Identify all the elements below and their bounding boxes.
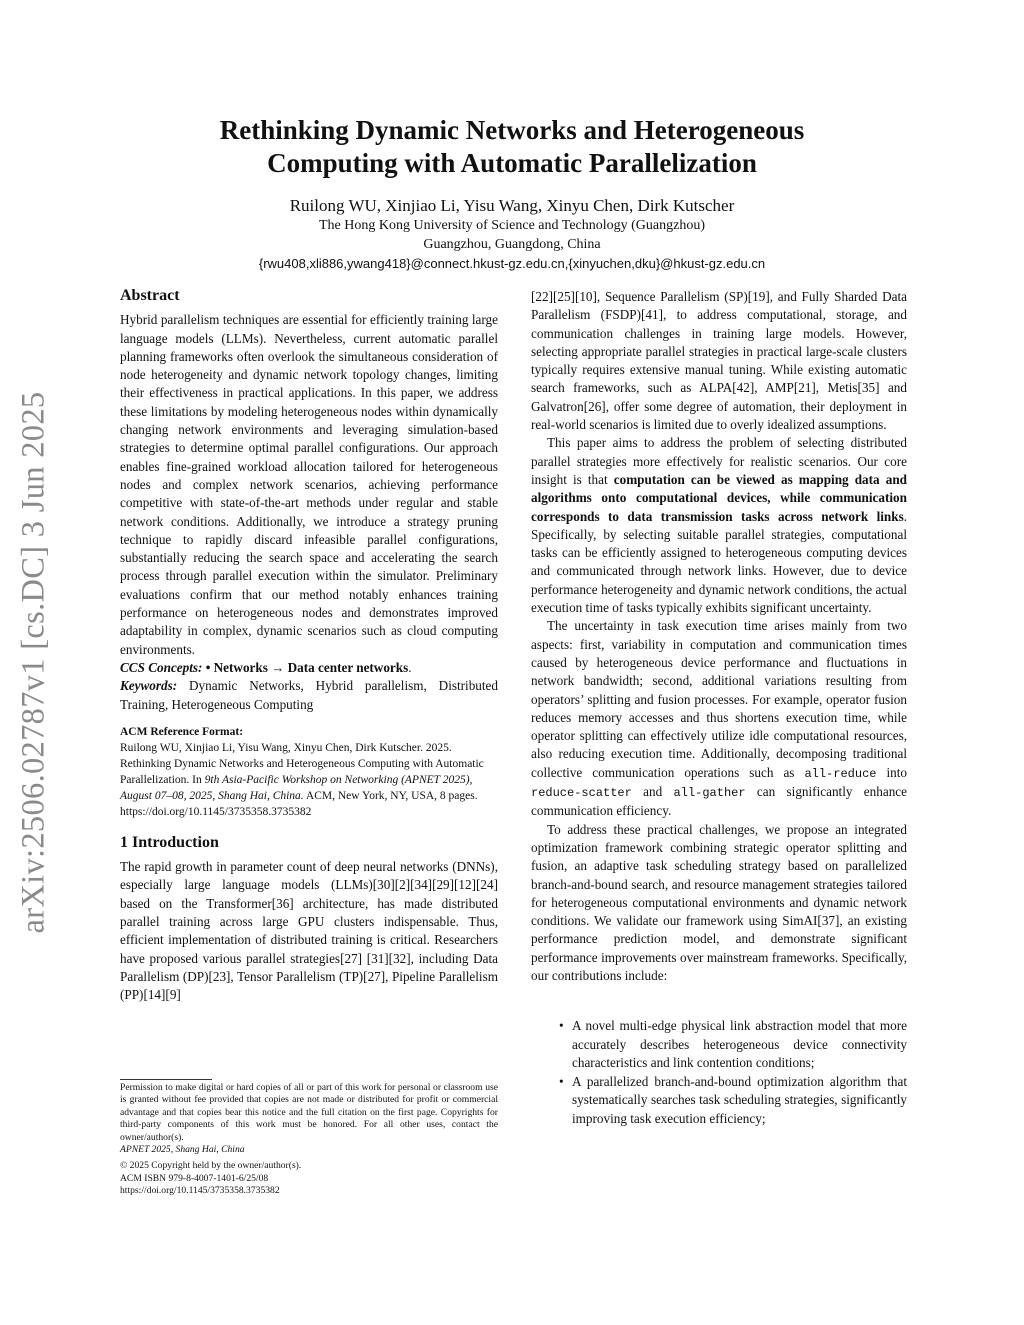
- code-all-gather: all-gather: [673, 786, 746, 801]
- code-all-reduce: all-reduce: [804, 766, 877, 781]
- p3-lead: The uncertainty in task execution time arises mainly from two aspects: first, variability in computation and communication times caused by heterogeneous device performance and fluctuations in network bandwidth; second, additional variations resulting from operators’ splitting and fusion processes. For example, operator fusion reduces memory accesses and thus shortens execution time, while operator splitting can effectively utilize idle computational resources, also reducing execution time. Additionally, decomposing traditional collective communication operations such as: [531, 618, 907, 780]
- copyright-footnote: [120, 1082, 498, 1198]
- intro-paragraph-4: To address these practical challenges, we propose an integrated optimization framework combining strategic operator splitting and fusion, an adaptive task scheduling strategy based on parallelized branch-and-bound search, and resource management strategies tailored for heterogeneous computational environments and dynamic network conditions. We validate our framework using SimAI[37], an existing performance prediction model, and demonstrate significant performance improvements over mainstream frameworks. Specifically, our contributions include:: [531, 821, 907, 983]
- author-emails: {rwu408,xli886,ywang418}@connect.hkust-gz.edu.cn,{xinyuchen,dku}@hkust-gz.edu.cn: [258, 256, 766, 271]
- keywords-label: Keywords:: [120, 678, 178, 694]
- abstract-heading: Abstract: [120, 287, 180, 304]
- intro-paragraph-1-left: The rapid growth in parameter count of deep neural networks (DNNs), especially large language models (LLMs)[30][2][34][29][12][24] based on the Transformer[36] architecture, has made distributed parallel training across large GPU clusters indispensable. Thus, efficient implementation of distributed training is critical. Researchers have proposed various parallel strategies[27] [31][32], including Data Parallelism (DP)[23], Tensor Parallelism (TP)[27], Pipeline Parallelism (PP)[14][9]: [120, 859, 498, 1003]
- ccs-label: CCS Concepts:: [120, 659, 203, 675]
- footnote-venue: [120, 1144, 498, 1156]
- abstract-text: Hybrid parallelism techniques are essential for efficiently training large language models (LLMs). Nevertheless, current automatic parallel planning frameworks often overlook the simultaneous consideration of node heterogeneity and dynamic network topology changes, limiting their effectiveness in practical applications. In this paper, we address these limitations by modeling heterogeneous nodes within dynamically changing network environments and leveraging simulation-based strategies to determine optimal parallel configurations. Our approach enables fine-grained workload allocation tailored for heterogeneous nodes and complex network scenarios, achieving performance competitive with state-of-the-art methods under regular and stable network conditions. Additionally, we introduce a strategy pruning technique to rapidly discard infeasible parallel configurations, substantially reducing the search space and accelerating the search process through parallel execution within the simulator. Preliminary evaluations confirm that our method notably enhances training performance on heterogeneous nodes and demonstrates improved adaptability in complex, dynamic scenarios such as cloud computing environments.: [120, 312, 498, 657]
- affiliation: The Hong Kong University of Science and Technology (Guangzhou): [319, 218, 705, 233]
- code-reduce-scatter: reduce-scatter: [531, 786, 632, 801]
- ccs-concepts: [120, 659, 498, 677]
- ccs-end: .: [408, 659, 412, 675]
- acm-reference-heading: ACM Reference Format:: [120, 725, 244, 738]
- acm-reference-format: [120, 724, 498, 820]
- introduction-heading: 1 Introduction: [120, 833, 219, 851]
- footnote-doi: https://doi.org/10.1145/3735358.3735382: [120, 1185, 280, 1197]
- footnote-divider: [120, 1079, 212, 1080]
- paper-title: [100, 114, 924, 180]
- acm-reference-part2: ACM, New York, NY, USA, 8 pages. https://doi.org/10.1145/3735358.3735382: [120, 789, 478, 818]
- right-column: [531, 288, 907, 1129]
- contributions-list: [531, 1017, 907, 1128]
- p2-rest: . Specifically, by selecting suitable parallel strategies, computational tasks can be efficiently assigned to heterogeneous computing devices and communicated through network links. However, due to device performance heterogeneity and dynamic network conditions, the actual execution time of tasks typically exhibits significant uncertainty.: [531, 508, 907, 616]
- left-column: [120, 283, 498, 1005]
- keywords-value: Dynamic Networks, Hybrid parallelism, Distributed Training, Heterogeneous Computing: [120, 678, 499, 712]
- title-line-2: Computing with Automatic Parallelization: [267, 148, 757, 178]
- intro-paragraph-1-right: [22][25][10], Sequence Parallelism (SP)[19], and Fully Sharded Data Parallelism (FSDP)[41], to address computational, storage, and communication challenges in training large models. However, selecting appropriate parallel strategies in practical large-scale clusters typically requires extensive manual tuning. While existing automatic search frameworks, such as ALPA[42], AMP[21], Metis[35] and Galvatron[26], offer some degree of automation, their deployment in real-world scenarios is limited due to overly idealized assumptions.: [531, 289, 907, 433]
- footnote-venue-text: APNET 2025, Shang Hai, China: [120, 1144, 245, 1156]
- acm-reference-venue: 9th Asia-Pacific Workshop on Networking (APNET 2025), August 07–08, 2025, Shang Hai, China.: [120, 773, 473, 802]
- p3-into: into: [876, 764, 907, 780]
- keywords: [120, 677, 498, 714]
- footnote-isbn: ACM ISBN 979-8-4007-1401-6/25/08: [120, 1172, 269, 1184]
- acm-reference-part1: Ruilong WU, Xinjiao Li, Yisu Wang, Xinyu Chen, Dirk Kutscher. 2025. Rethinking Dynamic Networks and Heterogeneous Computing with Automatic Parallelization. In: [120, 741, 484, 786]
- acm-reference-text: [120, 740, 498, 820]
- author-list: Ruilong WU, Xinjiao Li, Yisu Wang, Xinyu Chen, Dirk Kutscher: [289, 196, 735, 215]
- affiliation-location: Guangzhou, Guangdong, China: [423, 237, 601, 252]
- ccs-value: • Networks → Data center networks: [205, 659, 409, 675]
- footnote-copyright: © 2025 Copyright held by the owner/author(s).: [120, 1160, 302, 1172]
- list-item: • A novel multi-edge physical link abstraction model that more accurately describes heterogeneous device connectivity characteristics and link contention conditions;: [531, 1017, 907, 1072]
- permission-notice: Permission to make digital or hard copies of all or part of this work for personal or classroom use is granted without fee provided that copies are not made or distributed for profit or commercial advantage and that copies bear this notice and the full citation on the first page. Copyrights for third-party components of this work must be honored. For all other uses, contact the owner/author(s).: [120, 1082, 498, 1143]
- list-item: • A parallelized branch-and-bound optimization algorithm that systematically searches task scheduling strategies, significantly improving task execution efficiency;: [531, 1073, 907, 1128]
- intro-paragraph-2: [531, 434, 907, 617]
- p3-and: and: [631, 784, 674, 800]
- p3-end: can significantly enhance communication efficiency.: [531, 784, 907, 819]
- title-line-1: Rethinking Dynamic Networks and Heterogeneous: [219, 115, 805, 145]
- arxiv-id-text: arXiv:2506.02787v1 [cs.DC] 3 Jun 2025: [15, 391, 52, 934]
- intro-paragraph-3: [531, 617, 907, 820]
- p2-core-insight: computation can be viewed as mapping data and algorithms onto computational devices, while communication corresponds to data transmission tasks across network links: [531, 471, 907, 524]
- arxiv-identifier-stamp: [4, 380, 64, 945]
- p2-lead: This paper aims to address the problem of selecting distributed parallel strategies more effectively for realistic scenarios. Our core insight is that: [531, 435, 907, 487]
